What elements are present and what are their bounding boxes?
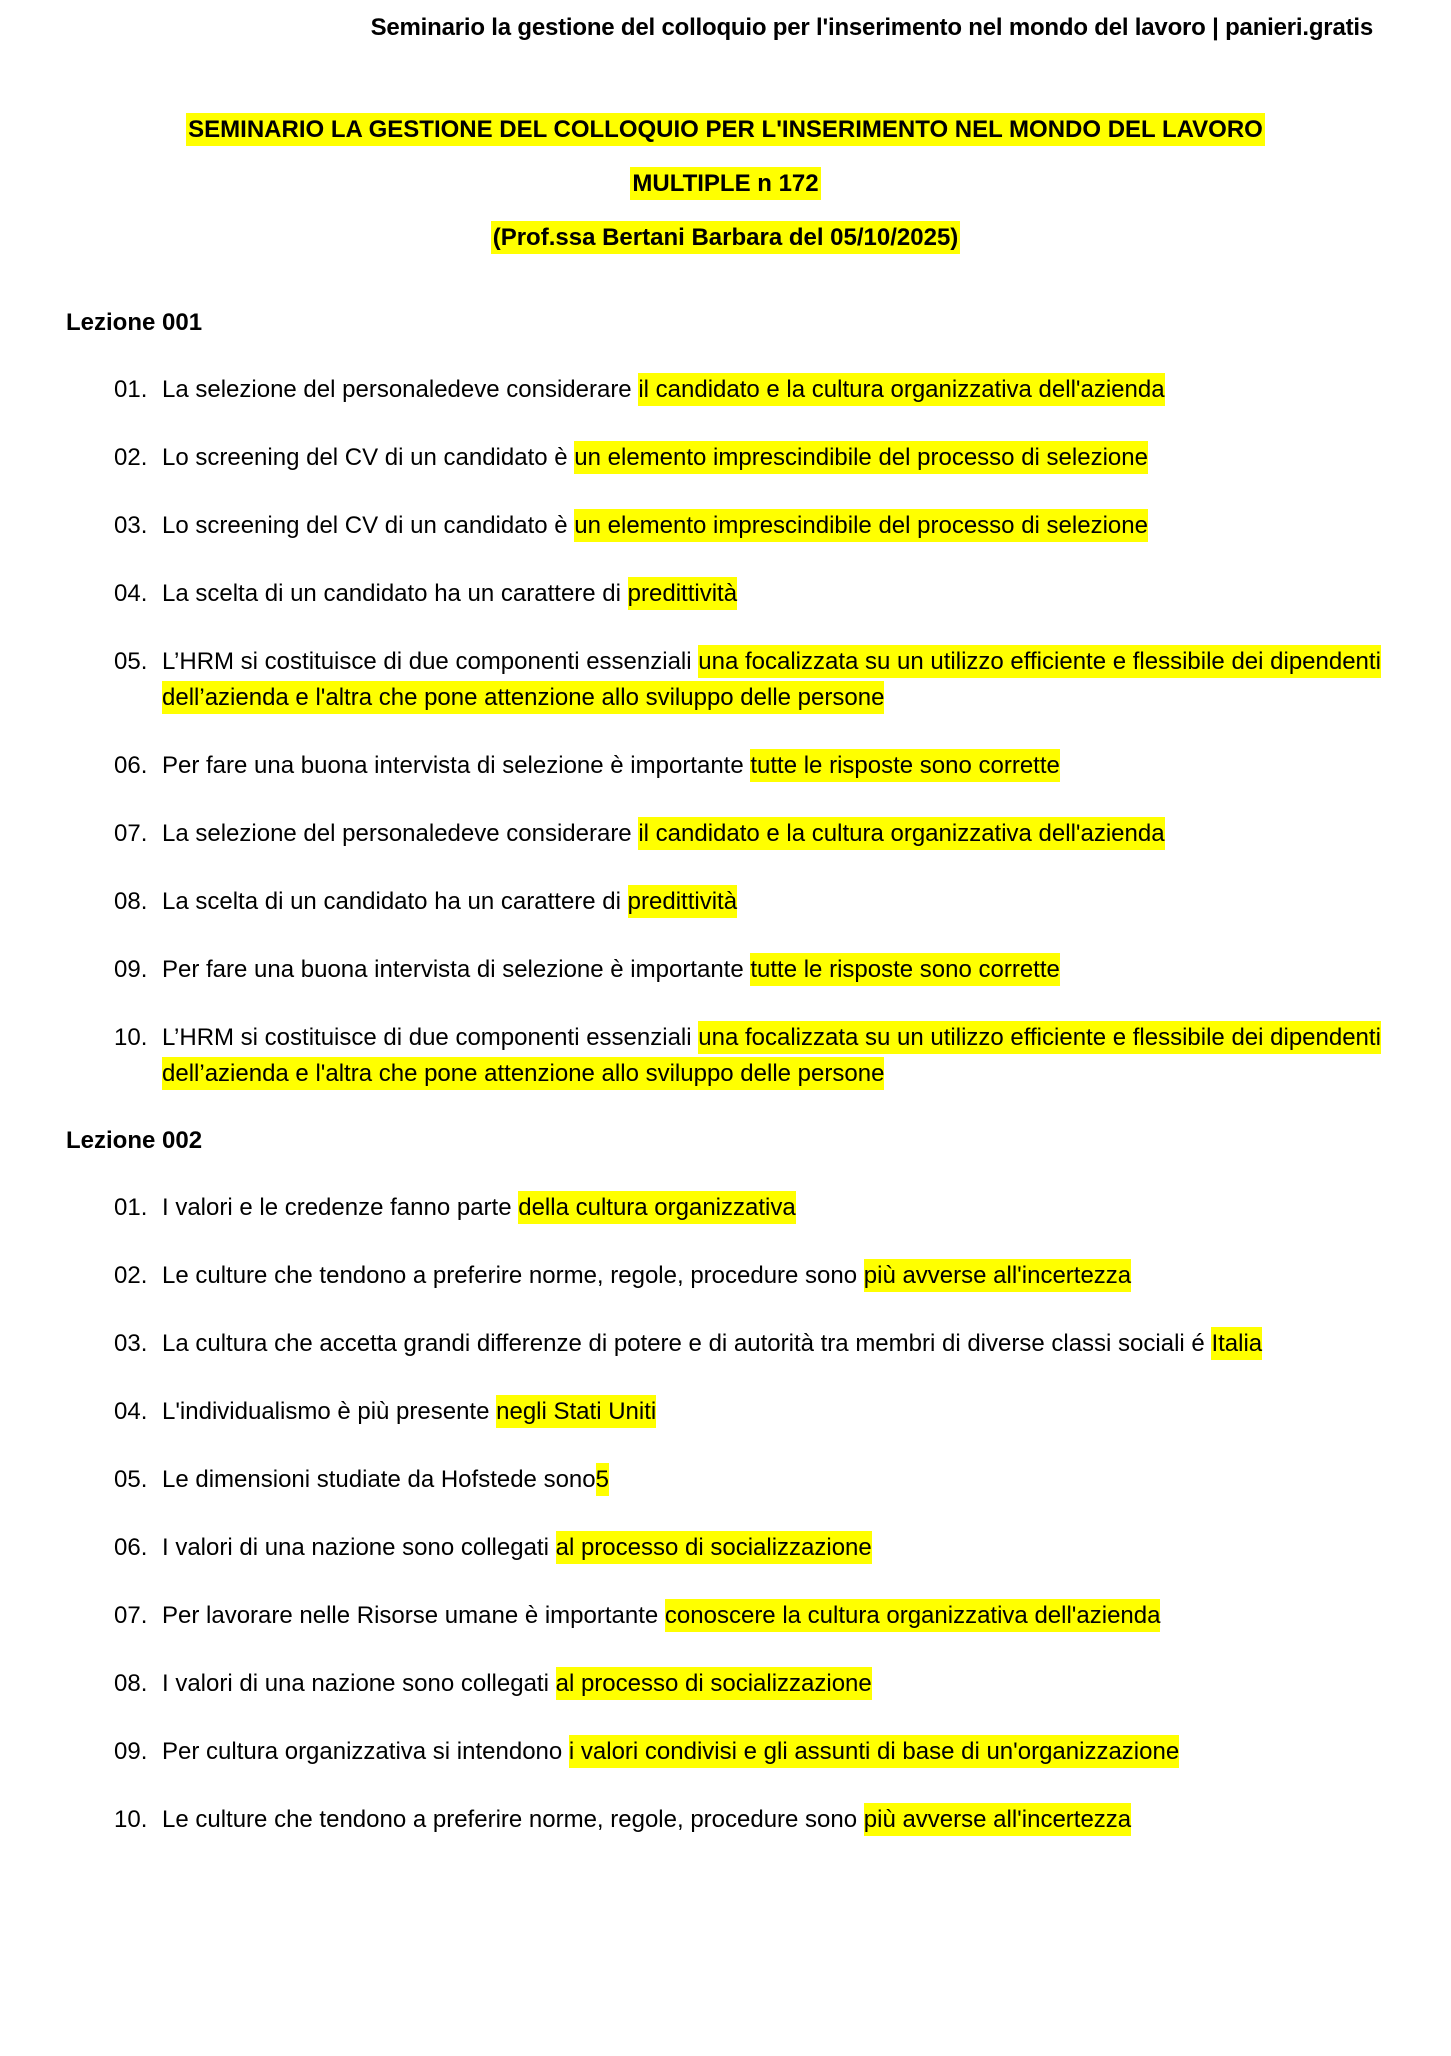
answer-highlight: 5 [596, 1463, 609, 1496]
question-number: 07. [114, 820, 148, 847]
answer-highlight: più avverse all'incertezza [864, 1259, 1131, 1292]
question-text: L’HRM si costituisce di due componenti essenziali [162, 648, 699, 675]
question-item [66, 372, 1396, 408]
document-title: SEMINARIO LA GESTIONE DEL COLLOQUIO PER L'INSERIMENTO NEL MONDO DEL LAVORO [186, 113, 1265, 146]
question-text: La selezione del personaledeve considerare [162, 376, 639, 403]
answer-highlight: una focalizzata su un utilizzo efficiente e flessibile dei dipendenti dell’azienda e l'altra che pone attenzione allo sviluppo delle persone [162, 1021, 1381, 1090]
question-number: 10. [114, 1024, 148, 1051]
question-item [66, 1598, 1396, 1634]
question-text: La cultura che accetta grandi differenze di potere e di autorità tra membri di diverse classi sociali é [162, 1330, 1212, 1357]
question-item [66, 1462, 1396, 1498]
question-item [66, 1190, 1396, 1226]
question-item [66, 1802, 1396, 1838]
question-item [66, 508, 1396, 544]
question-item [66, 576, 1396, 612]
question-number: 02. [114, 1262, 148, 1289]
question-number: 04. [114, 580, 148, 607]
answer-highlight: il candidato e la cultura organizzativa dell'azienda [638, 817, 1164, 850]
question-text: La selezione del personaledeve considerare [162, 820, 639, 847]
answer-highlight: conoscere la cultura organizzativa dell'azienda [665, 1599, 1161, 1632]
question-number: 09. [114, 1738, 148, 1765]
question-text: Per cultura organizzativa si intendono [162, 1738, 569, 1765]
question-number: 06. [114, 1534, 148, 1561]
document-title-block [0, 112, 1451, 274]
answer-highlight: negli Stati Uniti [496, 1395, 656, 1428]
question-item [66, 884, 1396, 920]
answer-highlight: Italia [1211, 1327, 1262, 1360]
question-text: Lo screening del CV di un candidato è [162, 512, 575, 539]
question-number: 08. [114, 1670, 148, 1697]
lesson-section-002 [66, 1124, 1396, 1870]
question-text: Le dimensioni studiate da Hofstede sono [162, 1466, 596, 1493]
answer-highlight: il candidato e la cultura organizzativa dell'azienda [638, 373, 1164, 406]
question-text: Le culture che tendono a preferire norme, regole, procedure sono [162, 1262, 864, 1289]
answer-highlight: un elemento imprescindibile del processo di selezione [574, 441, 1148, 474]
question-number: 02. [114, 444, 148, 471]
document-subtitle-line [0, 166, 1451, 202]
answer-highlight: al processo di socializzazione [556, 1531, 872, 1564]
lesson-section-001 [66, 306, 1396, 1124]
question-number: 03. [114, 512, 148, 539]
question-number: 09. [114, 956, 148, 983]
question-item [66, 1666, 1396, 1702]
document-author: (Prof.ssa Bertani Barbara del 05/10/2025) [491, 221, 961, 254]
question-number: 05. [114, 648, 148, 675]
question-list [66, 372, 1396, 1092]
question-number: 07. [114, 1602, 148, 1629]
answer-highlight: più avverse all'incertezza [864, 1803, 1131, 1836]
question-text: Per fare una buona intervista di selezione è importante [162, 752, 751, 779]
question-number: 01. [114, 376, 148, 403]
question-item [66, 1530, 1396, 1566]
question-text: Lo screening del CV di un candidato è [162, 444, 575, 471]
lesson-title: Lezione 002 [66, 1127, 203, 1154]
answer-highlight: della cultura organizzativa [518, 1191, 796, 1224]
question-item [66, 440, 1396, 476]
question-text: La scelta di un candidato ha un carattere di [162, 580, 628, 607]
question-item [66, 1734, 1396, 1770]
lesson-title: Lezione 001 [66, 309, 203, 336]
question-number: 10. [114, 1806, 148, 1833]
question-text: I valori di una nazione sono collegati [162, 1534, 556, 1561]
question-item [66, 1326, 1396, 1362]
question-item [66, 952, 1396, 988]
page-running-header: Seminario la gestione del colloquio per l'inserimento nel mondo del lavoro | panieri.gratis [370, 14, 1373, 41]
question-number: 01. [114, 1194, 148, 1221]
question-number: 04. [114, 1398, 148, 1425]
answer-highlight: predittività [628, 885, 737, 918]
question-number: 05. [114, 1466, 148, 1493]
question-text: Per lavorare nelle Risorse umane è importante [162, 1602, 665, 1629]
question-list [66, 1190, 1396, 1838]
question-number: 08. [114, 888, 148, 915]
question-number: 06. [114, 752, 148, 779]
question-text: La scelta di un candidato ha un carattere di [162, 888, 628, 915]
question-item [66, 644, 1396, 716]
answer-highlight: predittività [628, 577, 737, 610]
answer-highlight: tutte le risposte sono corrette [750, 953, 1060, 986]
question-text: L’HRM si costituisce di due componenti essenziali [162, 1024, 699, 1051]
question-text: L'individualismo è più presente [162, 1398, 497, 1425]
question-text: I valori e le credenze fanno parte [162, 1194, 519, 1221]
answer-highlight: al processo di socializzazione [556, 1667, 872, 1700]
question-item [66, 748, 1396, 784]
question-item [66, 1394, 1396, 1430]
answer-highlight: tutte le risposte sono corrette [750, 749, 1060, 782]
question-item [66, 1258, 1396, 1294]
question-text: Per fare una buona intervista di selezione è importante [162, 956, 751, 983]
answer-highlight: i valori condivisi e gli assunti di base di un'organizzazione [569, 1735, 1179, 1768]
question-item [66, 816, 1396, 852]
question-text: Le culture che tendono a preferire norme, regole, procedure sono [162, 1806, 864, 1833]
answer-highlight: una focalizzata su un utilizzo efficiente e flessibile dei dipendenti dell’azienda e l'altra che pone attenzione allo sviluppo delle persone [162, 645, 1381, 714]
document-subtitle: MULTIPLE n 172 [630, 167, 820, 200]
question-item [66, 1020, 1396, 1092]
answer-highlight: un elemento imprescindibile del processo di selezione [574, 509, 1148, 542]
question-text: I valori di una nazione sono collegati [162, 1670, 556, 1697]
question-number: 03. [114, 1330, 148, 1357]
document-author-line [0, 220, 1451, 256]
document-title-line [0, 112, 1451, 148]
